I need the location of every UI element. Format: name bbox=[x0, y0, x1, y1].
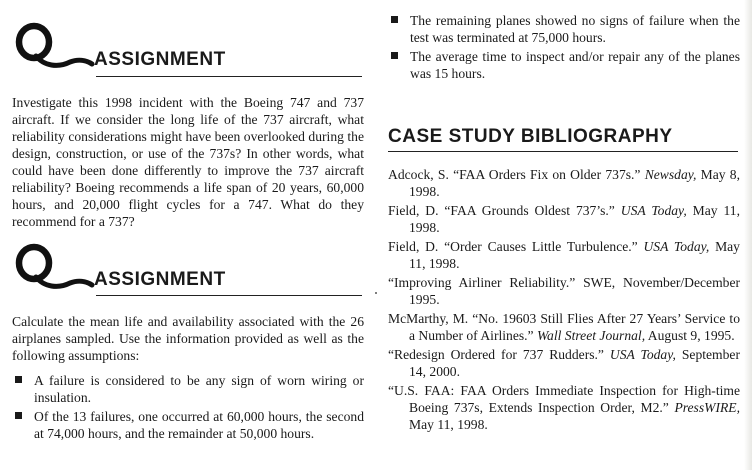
bibliography-title: CASE STUDY BIBLIOGRAPHY bbox=[388, 126, 673, 147]
stray-mark bbox=[375, 292, 377, 294]
bibliography-entry: “Improving Airliner Reliability.” SWE, November/December 1995. bbox=[388, 275, 740, 307]
bullet-square-icon bbox=[391, 16, 398, 23]
bibliography-entry: Field, D. “Order Causes Little Turbulence.” USA Today, May 11, 1998. bbox=[388, 239, 740, 271]
list-item: The average time to inspect and/or repair any of the planes was 15 hours. bbox=[388, 48, 740, 82]
assignment-paragraph-2: Calculate the mean life and availability associated with the 26 airplanes sampled. Use the information provided as well as the following assumptions: bbox=[12, 314, 364, 363]
assignment-paragraph-1: Investigate this 1998 incident with the Boeing 747 and 737 aircraft. If we consider the long life of the 737 aircraft, what reliability considerations might have been overlooked during the design, construction, or use of the 737s? In other words, what could have been done differently to improve the 737 aircraft reliability? Boeing recommends a life span of 20 years, 60,000 hours, and 20,000 flight cycles for a 747. What do they recommend for a 737? bbox=[12, 95, 364, 229]
bullet-square-icon bbox=[15, 412, 22, 419]
page-edge bbox=[744, 0, 752, 470]
assignment-heading-label: ASSIGNMENT bbox=[94, 269, 226, 290]
heading-rule bbox=[96, 295, 362, 296]
bullet-square-icon bbox=[391, 52, 398, 59]
q-logo-icon bbox=[14, 243, 96, 303]
assumption-list bbox=[12, 372, 364, 444]
bibliography-list bbox=[388, 166, 740, 435]
bibliography-entry: “U.S. FAA: FAA Orders Immediate Inspection for High-time Boeing 737s, Extends Inspection Order, M2.” PressWIRE, May 11, 1998. bbox=[388, 383, 740, 432]
bibliography-rule bbox=[388, 151, 738, 152]
bibliography-entry: Field, D. “FAA Grounds Oldest 737’s.” USA Today, May 11, 1998. bbox=[388, 203, 740, 235]
assignment-heading-label: ASSIGNMENT bbox=[94, 49, 226, 70]
list-item: A failure is considered to be any sign of worn wiring or insulation. bbox=[12, 372, 364, 406]
bibliography-entry: Adcock, S. “FAA Orders Fix on Older 737s.” Newsday, May 8, 1998. bbox=[388, 167, 740, 199]
heading-rule bbox=[96, 76, 362, 77]
q-logo-icon bbox=[14, 22, 96, 82]
bibliography-entry: “Redesign Ordered for 737 Rudders.” USA Today, September 14, 2000. bbox=[388, 347, 740, 379]
bibliography-entry: McMarthy, M. “No. 19603 Still Flies After 27 Years’ Service to a Number of Airlines.” Wall Street Journal, August 9, 1995. bbox=[388, 311, 740, 343]
continued-assumption-list bbox=[388, 12, 740, 84]
list-item: The remaining planes showed no signs of failure when the test was terminated at 75,000 hours. bbox=[388, 12, 740, 46]
list-item: Of the 13 failures, one occurred at 60,000 hours, the second at 74,000 hours, and the remainder at 50,000 hours. bbox=[12, 408, 364, 442]
bullet-square-icon bbox=[15, 376, 22, 383]
assignment-heading-1 bbox=[12, 22, 362, 82]
assignment-heading-2 bbox=[12, 243, 362, 303]
